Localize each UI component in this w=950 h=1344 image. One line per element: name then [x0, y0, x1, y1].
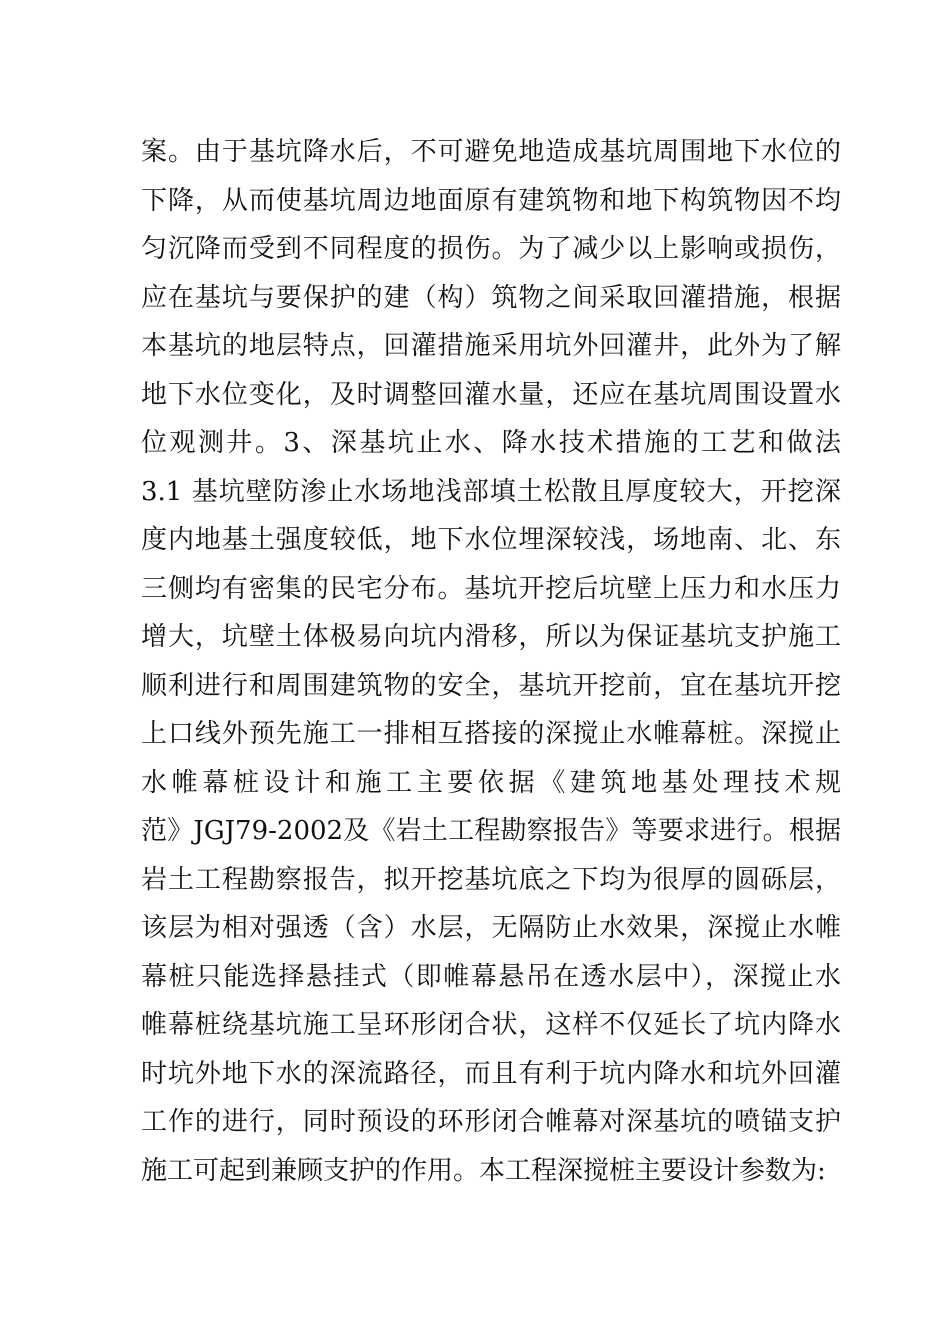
body-paragraph — [141, 128, 841, 1195]
text-line: 时坑外地下水的深流路径，而且有利于坑内降水和坑外回灌 — [141, 1058, 841, 1089]
text-line: 岩土工程勘察报告，拟开挖基坑底之下均为很厚的圆砾层， — [141, 864, 841, 895]
text-line: 范》JGJ79-2002及《岩土工程勘察报告》等要求进行。根据 — [141, 816, 841, 846]
text-line: 应在基坑与要保护的建（构）筑物之间采取回灌措施，根据 — [141, 282, 841, 313]
text-line: 上口线外预先施工一排相互搭接的深搅止水帷幕桩。深搅止 — [141, 719, 841, 749]
text-line: 三侧均有密集的民宅分布。基坑开挖后坑壁上压力和水压力 — [141, 573, 841, 604]
text-line: 施工可起到兼顾支护的作用。本工程深搅桩主要设计参数为: — [141, 1155, 826, 1186]
text-line: 帷幕桩绕基坑施工呈环形闭合状，这样不仅延长了坑内降水 — [141, 1010, 841, 1040]
text-line: 增大，坑壁土体极易向坑内滑移，所以为保证基坑支护施工 — [141, 622, 841, 652]
text-line: 位观测井。3、深基坑止水、降水技术措施的工艺和做法 — [141, 428, 841, 458]
text-line: 案。由于基坑降水后，不可避免地造成基坑周围地下水位的 — [141, 137, 841, 167]
text-line: 下降，从而使基坑周边地面原有建筑物和地下构筑物因不均 — [141, 185, 841, 216]
text-line: 本基坑的地层特点，回灌措施采用坑外回灌井，此外为了解 — [141, 331, 841, 361]
text-line: 地下水位变化，及时调整回灌水量，还应在基坑周围设置水 — [141, 379, 841, 410]
text-line: 3.1 基坑壁防渗止水场地浅部填土松散且厚度较大，开挖深 — [141, 476, 841, 507]
text-line: 水帷幕桩设计和施工主要依据《建筑地基处理技术规 — [141, 767, 841, 798]
text-line: 匀沉降而受到不同程度的损伤。为了减少以上影响或损伤， — [141, 234, 841, 264]
text-line: 该层为相对强透（含）水层，无隔防止水效果，深搅止水帷 — [141, 913, 841, 943]
text-line: 幕桩只能选择悬挂式（即帷幕悬吊在透水层中），深搅止水 — [141, 961, 841, 992]
text-line: 工作的进行，同时预设的环形闭合帷幕对深基坑的喷锚支护 — [141, 1107, 841, 1137]
text-line: 度内地基土强度较低，地下水位埋深较浅，场地南、北、东 — [141, 525, 841, 555]
text-line: 顺利进行和周围建筑物的安全，基坑开挖前，宜在基坑开挖 — [141, 670, 841, 701]
